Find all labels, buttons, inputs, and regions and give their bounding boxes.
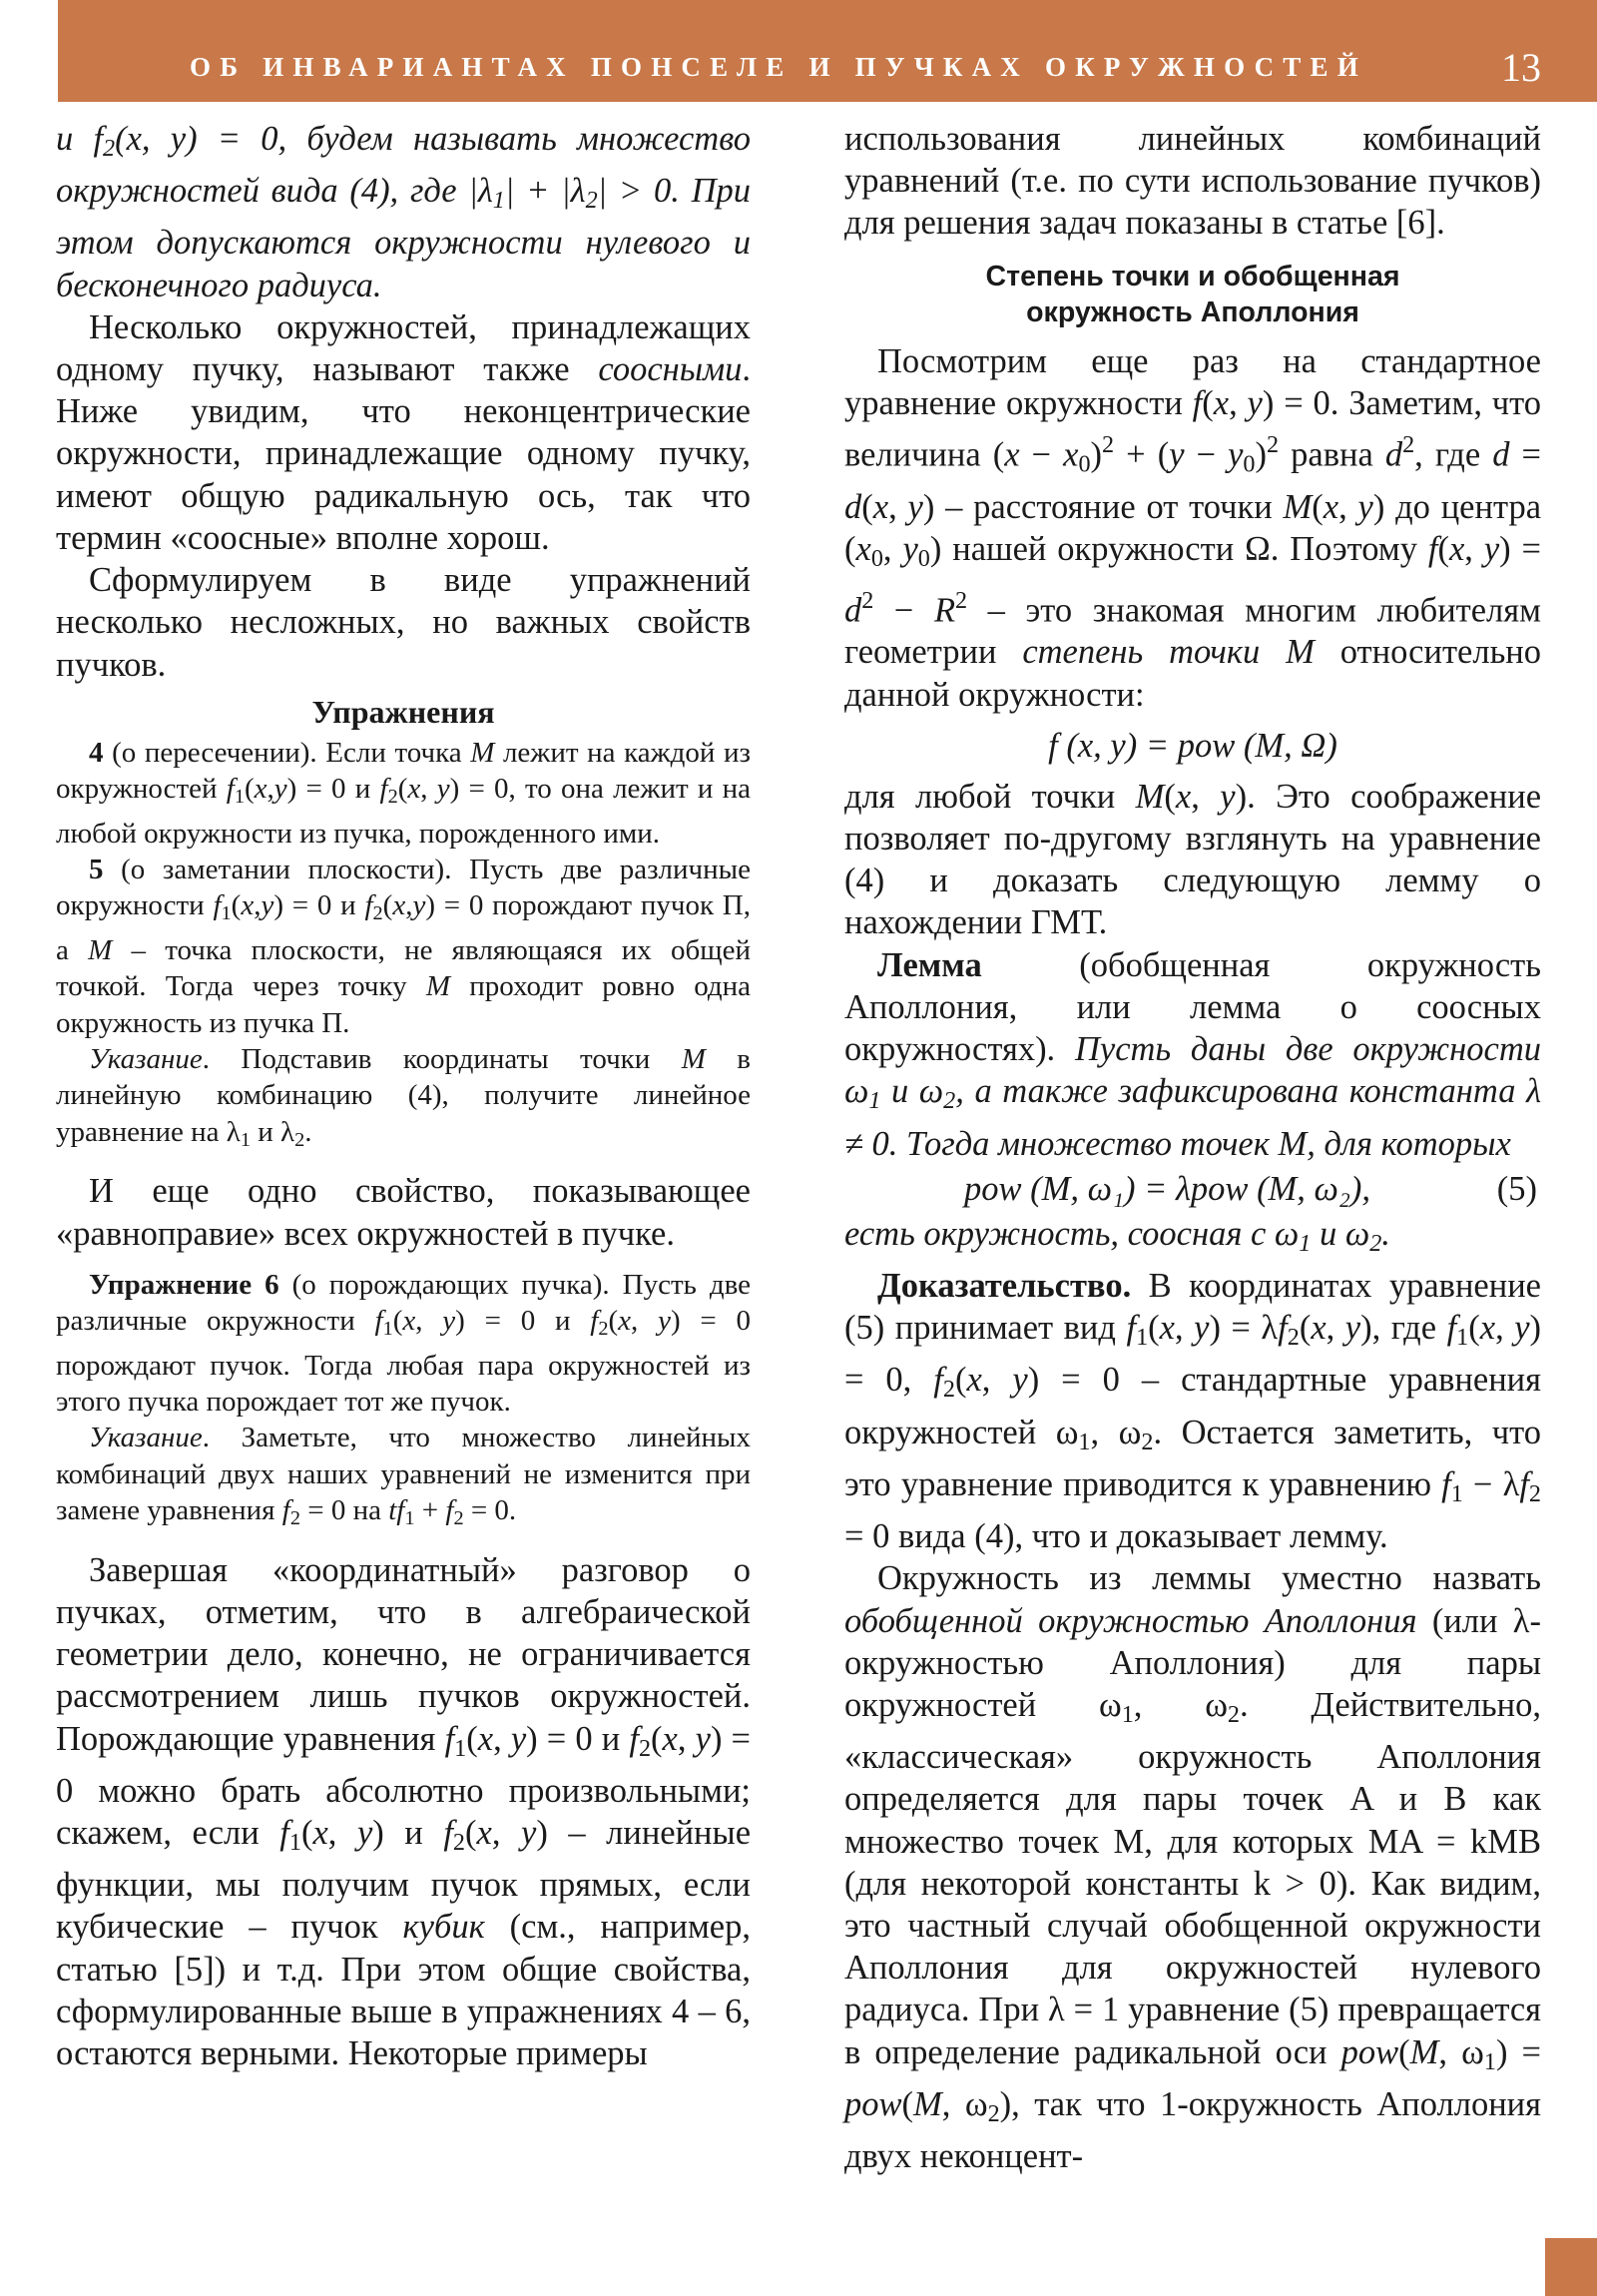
exercise-6: Упражнение 6 (о порождающих пучка). Пусть две различные окружности $f_1(x$, y) = 0 и $f_2(x$, y) = 0 порождают пучок. Тогда любая пара окружностей из этого пучка порождает тот же пучок. xyxy=(56,1268,752,1419)
right-column xyxy=(844,118,1541,2177)
paragraph-power-of-point: Посмотрим еще раз на стандартное уравнение окружности f(x, y) = 0. Заметим, что величина $(x - x_0)^2 + (y - y_0)^2$ равна $d^2$, где d = d(x, y) – расстояние от точки M(x, y) до центра ($x_0$, $y_0$) нашей окружности Ω. Поэтому f(x, $y) = d^2 - R^2$ – это знакомая многим любителям геометрии степень точки M относительно данной окружности: xyxy=(844,341,1542,714)
left-column xyxy=(56,118,751,2074)
paragraph-generalized-apollonius: Окружность из леммы уместно назвать обобщенной окружностью Аполлония (или λ-окружностью Аполлония) для пары окружностей $\omega_1$, $\omega_2$. Действительно, «классическая» окружность Аполлония определяется для пары точек A и B как множество точек M, для которых MA = kMB (для некоторой константы k > 0). Как видим, это частный случай обобщенной окружности Аполлония для окружностей нулевого радиуса. При λ = 1 уравнение (5) превращается в определение радикальной оси pow(M, $\omega_1) = pow(M$, $\omega_2$), так что 1-окружность Аполлония двух неконцент- xyxy=(844,1559,1541,2176)
paragraph-coaxial: Несколько окружностей, принадлежащих одному пучку, называют также соосными. Ниже увидим, что неконцентрические окружности, принадлежащие одному пучку, имеют общую радикальную ось, так что термин «соосные» вполне хорош. xyxy=(56,307,751,557)
paragraph-equality: И еще одно свойство, показывающее «равноправие» всех окружностей в пучке. xyxy=(56,1172,751,1253)
proof: Доказательство. В координатах уравнение (5) принимает вид $f_1(x$, $y) = \lambda f_2(x$, y), где $f_1(x$, y) = 0, $f_2(x$, y) = 0 – стандартные уравнения окружностей $\omega_1$, $\omega_2$. Остается заметить, что это уравнение приводится к уравнению $f_1 - \lambda f_2 = 0$ вида (4), что и доказывает лемму. xyxy=(844,1266,1542,1556)
exercise-4: 4 (о пересечении). Если точка M лежит на каждой из окружностей $f_1(x,y) = 0$ и $f_2(x$, y) = 0, то она лежит и на любой окружности из пучка, порожденного ими. xyxy=(56,736,752,850)
page-number: 13 xyxy=(1501,45,1541,90)
corner-tab xyxy=(1545,2238,1597,2296)
equation-pow: f (x, y) = pow (M, Ω) xyxy=(1048,726,1337,765)
exercises-heading: Упражнения xyxy=(311,693,495,730)
hint-5: Указание. Подставив координаты точки M в линейную комбинацию (4), получите линейное уравнение на $\lambda_1$ и $\lambda_2$. xyxy=(56,1043,751,1151)
lemma-conclusion: есть окружность, соосная с $\omega_1$ и $\omega_2$. xyxy=(844,1214,1390,1257)
exercise-5: 5 (о заметании плоскости). Пусть две различные окружности $f_1(x,y) = 0$ и $f_2(x,y) = 0$ порождают пучок П, а M – точка плоскости, не являющаяся их общей точкой. Тогда через точку M проходит ровно одна окружность из пучка П. xyxy=(56,853,752,1039)
running-header xyxy=(58,0,1597,102)
paragraph-exercises-intro: Сформулируем в виде упражнений несколько несложных, но важных свойств пучков. xyxy=(56,561,751,684)
hint-6: Указание. Заметьте, что множество линейных комбинаций двух наших уравнений не изменится при замене уравнения $f_2 = 0$ на $tf_1 + f_2 = 0$. xyxy=(56,1422,751,1530)
section-title: Степень точки и обобщенная окружность Аполлония xyxy=(985,260,1400,328)
equation-5: pow (M, ω₁) = λpow (M, ω₂), (5) xyxy=(964,1169,1537,1208)
paragraph-continuation: использования линейных комбинаций уравнений (т.е. по сути использование пучков) для решения задач показаны в статье [6]. xyxy=(844,120,1541,243)
running-title: ОБ ИНВАРИАНТАХ ПОНСЕЛЕ И ПУЧКАХ ОКРУЖНОСТЕЙ xyxy=(190,52,1367,82)
paragraph-definition: и $f_2(x$, y) = 0, будем называть множество окружностей вида (4), где $|\lambda_1| + |\lambda_2| > 0$. При этом допускаются окружности нулевого и бесконечного радиуса. xyxy=(56,120,751,304)
paragraph-any-point: для любой точки M(x, y). Это соображение позволяет по-другому взглянуть на уравнение (4) и доказать следующую лемму о нахождении ГМТ. xyxy=(844,777,1542,942)
lemma: Лемма (обобщенная окружность Аполлония, или лемма о соосных окружностях). Пусть даны две окружности $\omega_1$ и $\omega_2$, а также зафиксирована константа λ ≠ 0. Тогда множество точек M, для которых xyxy=(844,945,1542,1163)
paragraph-algebraic-geometry: Завершая «координатный» разговор о пучках, отметим, что в алгебраической геометрии дело, конечно, не ограничивается рассмотрением лишь пучков окружностей. Порождающие уравнения $f_1(x$, y) = 0 и $f_2(x$, y) = 0 можно брать абсолютно произвольными; скажем, если $f_1(x$, y) и $f_2(x$, y) – линейные функции, мы получим пучок прямых, если кубические – пучок кубик (см., например, статью [5]) и т.д. При этом общие свойства, сформулированные выше в упражнениях 4 – 6, остаются верными. Некоторые примеры xyxy=(56,1550,752,2073)
